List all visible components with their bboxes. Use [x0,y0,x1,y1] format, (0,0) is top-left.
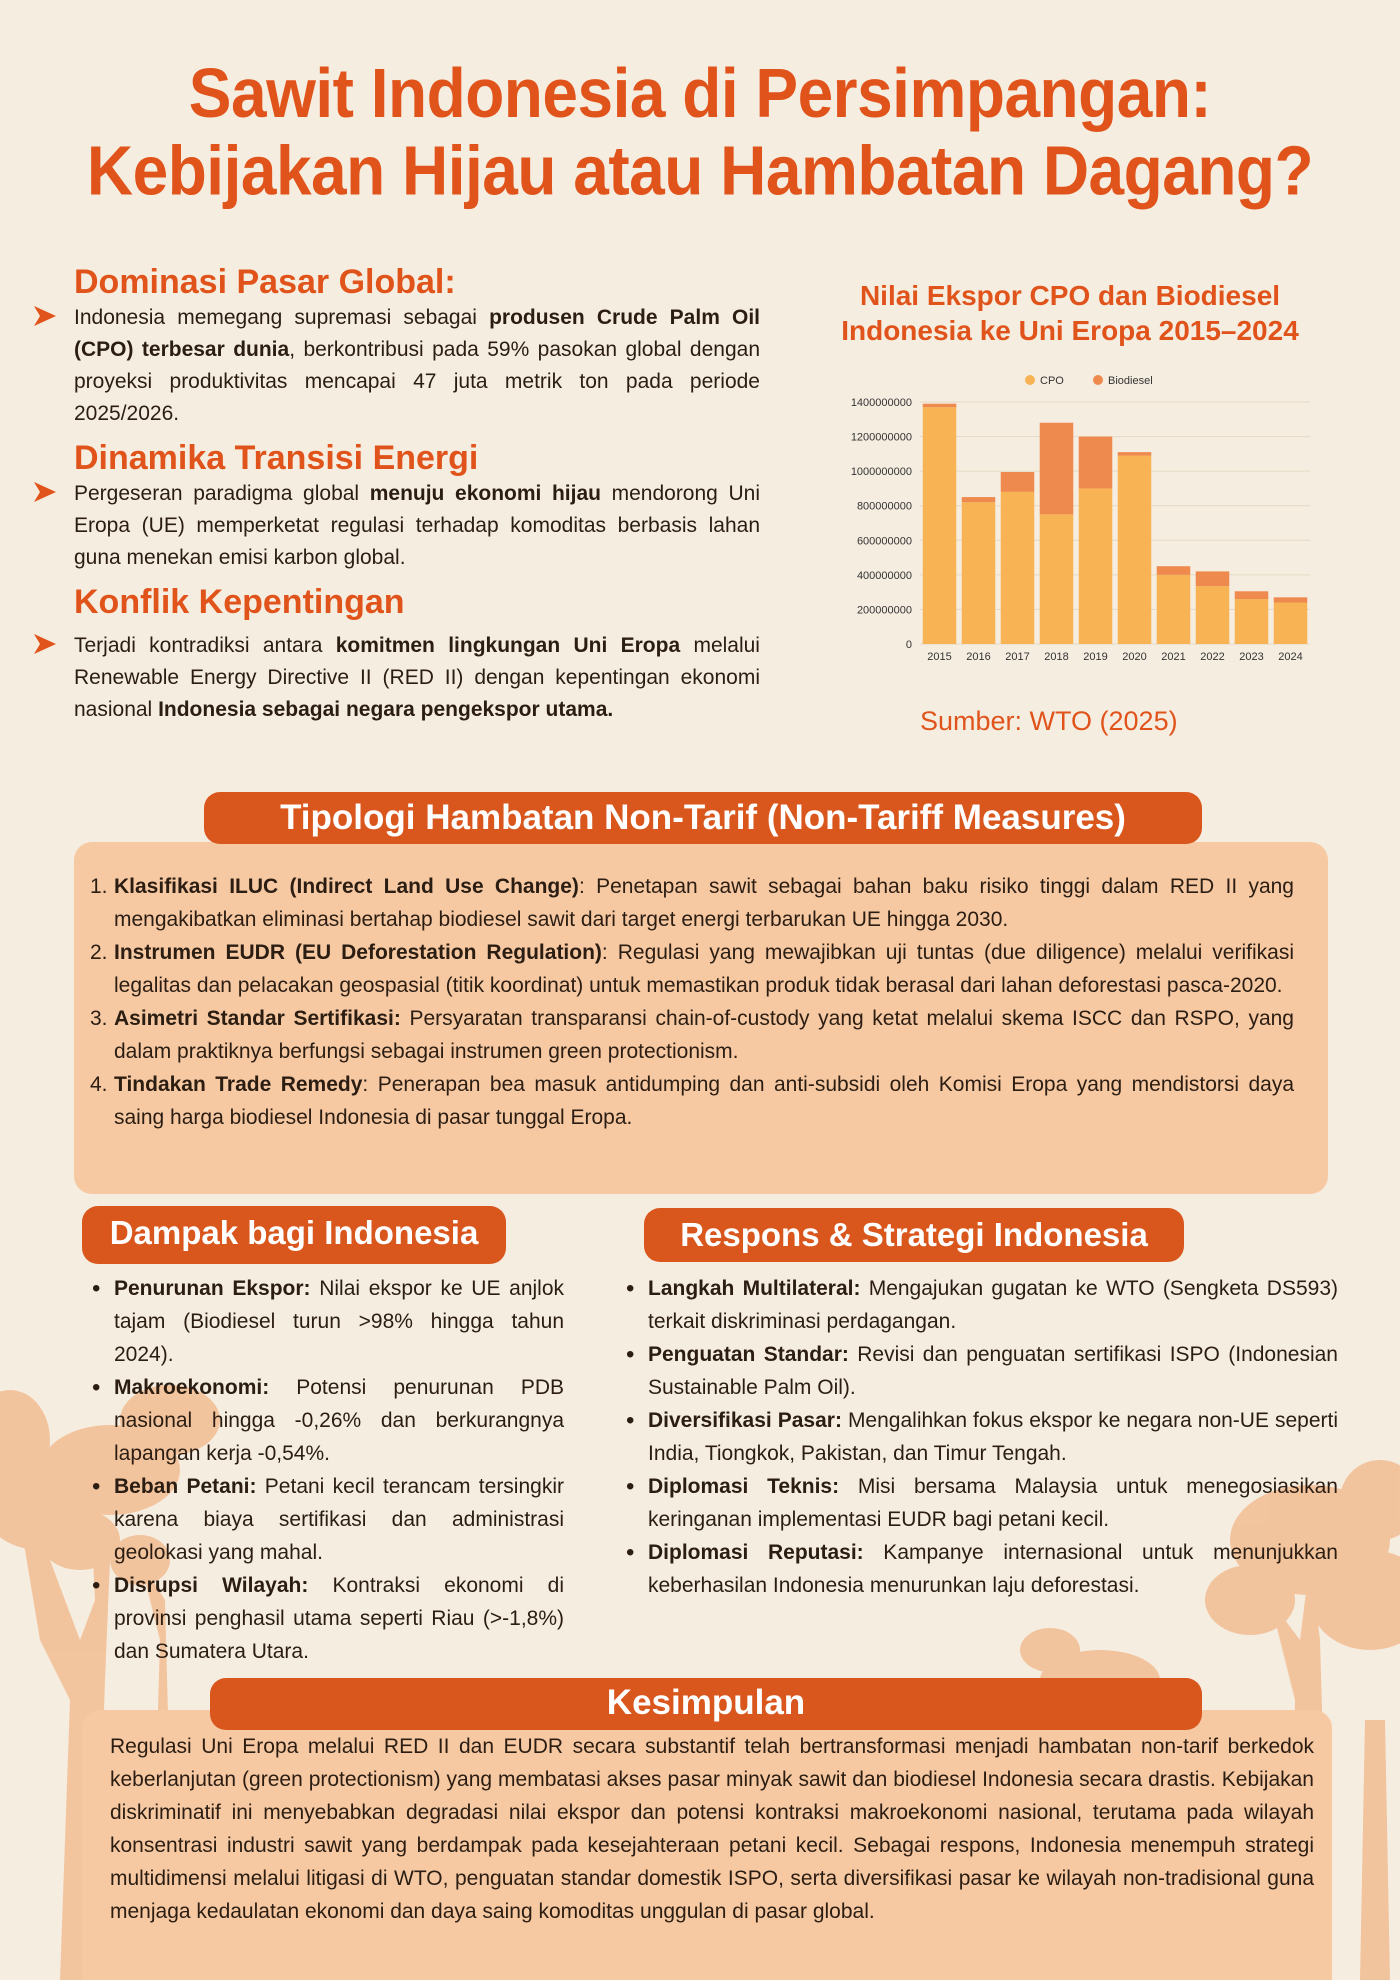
arrow-bullet-icon [34,634,56,654]
list-item [624,1536,1338,1602]
bar-cpo [1040,514,1074,644]
bar-cpo [1001,492,1035,644]
x-tick-label: 2021 [1161,651,1186,663]
section-transisi [74,438,760,574]
x-tick-label: 2016 [966,651,991,663]
item-text: Kontraksi ekonomi di provinsi penghasil utama seperti Riau (>-1,8%) dan Sumatera Utara. [114,1574,564,1663]
item-title: Tindakan Trade Remedy [114,1073,363,1096]
bar-biodiesel [1235,591,1269,599]
list-item [90,1068,1294,1134]
bar-biodiesel [1118,452,1152,455]
text-run: , berkontribusi pada 59% pasokan global dengan proyeksi produktivitas mencapai 47 juta metrik ton pada periode 2025/2026. [74,338,760,425]
x-tick-label: 2017 [1005,651,1030,663]
typology-heading: Tipologi Hambatan Non-Tarif (Non-Tariff Measures) [204,792,1202,844]
bar-biodiesel [1040,423,1074,515]
impact-list [90,1272,564,1668]
y-tick-label: 600000000 [856,535,912,548]
section-heading: Dinamika Transisi Energi [74,439,479,477]
bar-biodiesel [962,497,996,502]
list-item [624,1404,1338,1470]
item-text: Persyaratan transparansi chain-of-custody yang ketat melalui skema ISCC dan RSPO, yang dalam praktiknya berfungsi sebagai instrumen green protectionism. [114,1007,1294,1063]
section-body [74,302,760,430]
text-run: Indonesia memegang supremasi sebagai [74,306,490,329]
legend-swatch [1025,375,1035,385]
list-item [90,1470,564,1569]
list-item [90,1002,1294,1068]
x-tick-label: 2018 [1044,651,1069,663]
legend-label: CPO [1040,375,1064,387]
arrow-bullet-icon [34,482,56,502]
item-title: Diversifikasi Pasar: [648,1409,842,1432]
export-chart [790,278,1350,748]
section-heading: Dominasi Pasar Global: [74,263,456,301]
list-item [90,936,1294,1002]
item-title: Penguatan Standar: [648,1343,849,1366]
arrow-bullet-icon [34,306,56,326]
item-title: Instrumen EUDR (EU Deforestation Regulation) [114,941,602,964]
list-item [624,1470,1338,1536]
item-text: : Penerapan bea masuk antidumping dan anti-subsidi oleh Komisi Eropa yang mendistorsi daya saing harga biodiesel Indonesia di pasar tunggal Eropa. [114,1073,1295,1129]
list-item [624,1338,1338,1404]
item-text: Potensi penurunan PDB nasional hingga -0,26% dan berkurangnya lapangan kerja -0,54%. [114,1376,564,1465]
y-tick-label: 400000000 [856,569,912,582]
page-title-line1: Sawit Indonesia di Persimpangan: [188,54,1212,132]
text-run: mendorong Uni Eropa (UE) memperketat regulasi terhadap komoditas berbasis lahan guna menekan emisi karbon global. [74,482,760,569]
item-title: Klasifikasi ILUC (Indirect Land Use Change) [114,875,579,898]
text-run: Terjadi kontradiksi antara [74,634,336,657]
list-item [90,870,1294,936]
bar-cpo [1274,603,1308,644]
conclusion-text: Regulasi Uni Eropa melalui RED II dan EUDR secara substantif telah bertransformasi menjadi hambatan non-tarif berkedok keberlanjutan (green protectionism) yang membatasi akses pasar minyak sawit dan biodiesel Indonesia secara drastis. Kebijakan diskriminatif ini menyebabkan degradasi nilai ekspor dan potensi kontraksi makroekonomi nasional, terutama pada wilayah konsentrasi industri sawit yang berdampak pada kesejahteraan petani kecil. Sebagai respons, Indonesia menempuh strategi multidimensi melalui litigasi di WTO, penguatan standar domestik ISPO, serta diversifikasi pasar ke wilayah non-tradisional guna menjaga kedaulatan ekonomi dan daya saing komoditas unggulan di pasar global. [110,1735,1314,1923]
section-dominasi [74,262,760,430]
page-title [0,54,1400,210]
item-title: Asimetri Standar Sertifikasi: [114,1007,401,1030]
item-title: Langkah Multilateral: [648,1277,861,1300]
item-title: Diplomasi Teknis: [648,1475,840,1498]
item-text: Petani kecil terancam tersingkir karena biaya sertifikasi dan administrasi geolokasi yang mahal. [114,1475,564,1564]
item-number: 4. [90,1073,108,1096]
bar-cpo [1118,456,1152,644]
y-tick-label: 1000000000 [850,466,912,479]
bar-cpo [962,502,996,644]
section-body [74,630,760,726]
chart-plot [790,368,1350,698]
item-number: 2. [90,941,108,964]
bar-cpo [923,407,957,644]
legend-label: Biodiesel [1108,375,1153,387]
list-item [90,1371,564,1470]
text-run: melalui Renewable Energy Directive II (RED II) dengan kepentingan ekonomi nasional [74,634,760,721]
section-heading: Konflik Kepentingan [74,583,405,621]
y-tick-label: 0 [905,639,912,651]
text-run: Pergeseran paradigma global [74,482,370,505]
text-run-bold: menuju ekonomi hijau [369,482,601,505]
item-text: Mengajukan gugatan ke WTO (Sengketa DS593) terkait diskriminasi perdagangan. [648,1277,1339,1333]
item-title: Penurunan Ekspor: [114,1277,311,1300]
legend-swatch [1093,375,1103,385]
bar-biodiesel [1274,597,1308,602]
item-text: : Penetapan sawit sebagai bahan baku risiko tinggi dalam RED II yang mengakibatkan eliminasi bertahap biodiesel sawit dari target energi terbarukan UE hingga 2030. [114,875,1294,931]
bar-cpo [1079,488,1113,644]
bar-cpo [1235,599,1269,644]
x-tick-label: 2024 [1278,651,1303,663]
item-text: : Regulasi yang mewajibkan uji tuntas (due diligence) melalui verifikasi legalitas dan pelacakan geospasial (titik koordinat) untuk memastikan produk tidak berasal dari lahan deforestasi pasca-2020. [114,941,1294,997]
item-text: Revisi dan penguatan sertifikasi ISPO (Indonesian Sustainable Palm Oil). [648,1343,1338,1399]
text-run-bold: produsen Crude Palm Oil (CPO) terbesar dunia [74,306,760,361]
x-tick-label: 2020 [1122,651,1147,663]
item-title: Disrupsi Wilayah: [114,1574,309,1597]
text-run-bold: komitmen lingkungan Uni Eropa [335,634,681,657]
bar-biodiesel [923,404,957,407]
section-body [74,478,760,574]
text-run-bold: Indonesia sebagai negara pengekspor utama. [158,698,614,721]
item-text: Misi bersama Malaysia untuk menegosiasikan keringanan implementasi EUDR bagi petani kecil. [648,1475,1338,1531]
item-text: Mengalihkan fokus ekspor ke negara non-UE seperti India, Tiongkok, Pakistan, dan Timur Tengah. [648,1409,1338,1465]
chart-title [790,278,1350,348]
section-konflik [74,582,760,726]
bar-cpo [1196,586,1230,644]
x-tick-label: 2022 [1200,651,1225,663]
y-tick-label: 1400000000 [850,397,912,409]
item-text: Kampanye internasional untuk menunjukkan keberhasilan Indonesia menurunkan laju deforestasi. [648,1541,1338,1597]
list-item [90,1272,564,1371]
item-number: 1. [90,875,108,898]
intro-sections [74,262,760,734]
list-item [90,1569,564,1668]
bar-biodiesel [1001,472,1035,492]
chart-title-line1: Nilai Ekspor CPO dan Biodiesel [859,280,1281,311]
y-tick-label: 800000000 [856,500,912,513]
y-tick-label: 1200000000 [850,431,912,444]
chart-title-line2: Indonesia ke Uni Eropa 2015–2024 [841,315,1299,346]
x-tick-label: 2015 [927,651,952,663]
response-list [624,1272,1338,1602]
item-title: Beban Petani: [114,1475,257,1498]
conclusion-heading: Kesimpulan [210,1678,1202,1730]
item-number: 3. [90,1007,108,1030]
chart-source: Sumber: WTO (2025) [920,706,1178,736]
bar-biodiesel [1196,571,1230,586]
response-heading: Respons & Strategi Indonesia [644,1208,1184,1262]
typology-list [90,870,1294,1134]
y-tick-label: 200000000 [856,604,912,617]
item-text: Nilai ekspor ke UE anjlok tajam (Biodiesel turun >98% hingga tahun 2024). [114,1277,565,1366]
x-tick-label: 2019 [1083,651,1108,663]
list-item [624,1272,1338,1338]
item-title: Diplomasi Reputasi: [648,1541,864,1564]
bar-biodiesel [1079,437,1113,489]
impact-heading: Dampak bagi Indonesia [82,1206,506,1264]
x-tick-label: 2023 [1239,651,1264,663]
bar-biodiesel [1157,566,1191,575]
bar-cpo [1157,575,1191,644]
page-title-line2: Kebijakan Hijau atau Hambatan Dagang? [86,132,1314,210]
item-title: Makroekonomi: [114,1376,270,1399]
